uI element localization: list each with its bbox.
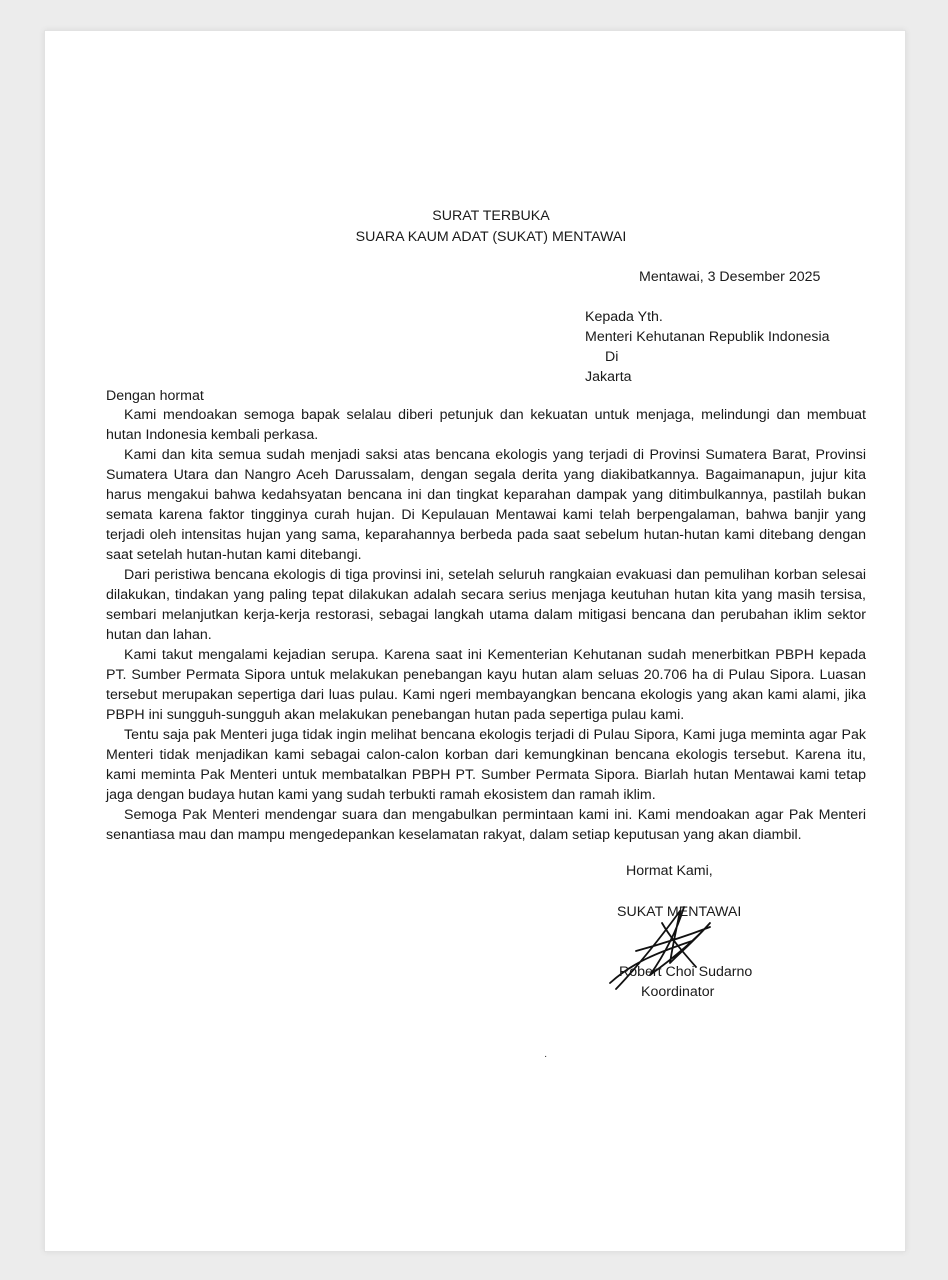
paragraph-5: Tentu saja pak Menteri juga tidak ingin melihat bencana ekologis terjadi di Pulau Sipora, Kami juga meminta agar Pak Menteri tidak menjadikan kami sebagai calon-calon korban dari kemungkinan bencana ekologis tersebut. Karena itu, kami meminta Pak Menteri untuk membatalkan PBPH PT. Sumber Permata Sipora. Biarlah hutan Mentawai kami tetap jaga dengan budaya hutan kami yang sudah terbukti ramah ekosistem dan ramah iklim. [106,727,866,803]
recipient-line-3: Di [605,349,619,365]
paragraph-6: Semoga Pak Menteri mendengar suara dan mengabulkan permintaan kami ini. Kami mendoakan agar Pak Menteri senantiasa mau dan mampu mengedepankan keselamatan rakyat, dalam setiap keputusan yang akan diambil. [106,807,866,843]
paragraph-2: Kami dan kita semua sudah menjadi saksi atas bencana ekologis yang terjadi di Provinsi Sumatera Barat, Provinsi Sumatera Utara dan Nangro Aceh Darussalam, dengan segala derita yang diakibatkannya. Bagaimanapun, jujur kita harus mengakui bahwa kedahsyatan bencana ini dan tingkat keparahan dampak yang ditimbulkannya, pastilah bukan semata karena faktor tingginya curah hujan. Di Kepulauan Mentawai kami telah berpengalaman, bahwa banjir yang terjadi oleh intensitas hujan yang sama, keparahannya berbeda pada saat sebelum hutan-hutan kami ditebang dengan saat setelah hutan-hutan kami ditebangi. [106,447,866,563]
closing: Hormat Kami, [626,863,713,879]
salutation: Dengan hormat [106,388,204,404]
paragraph-1: Kami mendoakan semoga bapak selalau diberi petunjuk dan kekuatan untuk menjaga, melindungi dan membuat hutan Indonesia kembali perkasa. [106,407,866,443]
place-date: Mentawai, 3 Desember 2025 [639,269,821,285]
letter-body [106,405,866,845]
recipient-block [585,307,830,387]
recipient-line-2: Menteri Kehutanan Republik Indonesia [585,329,830,345]
recipient-line-4: Jakarta [585,369,632,385]
signer-name: Robert Choi Sudarno [619,964,753,980]
signer-role: Koordinator [641,984,715,1000]
stray-dot: · [544,1051,548,1062]
letter-page [44,30,906,1252]
recipient-line-1: Kepada Yth. [585,309,663,325]
letter-subtitle: SUARA KAUM ADAT (SUKAT) MENTAWAI [355,229,627,245]
organization-name: SUKAT MENTAWAI [617,904,742,920]
paragraph-4: Kami takut mengalami kejadian serupa. Karena saat ini Kementerian Kehutanan sudah menerbitkan PBPH kepada PT. Sumber Permata Sipora untuk melakukan penebangan kayu hutan alam seluas 20.706 ha di Pulau Sipora. Luasan tersebut merupakan sepertiga dari luas pulau. Kami ngeri membayangkan bencana ekologis yang akan kami alami, jika PBPH ini sungguh-sungguh akan melakukan penebangan hutan pada sepertiga pulau kami. [106,647,866,723]
letter-title: SURAT TERBUKA [432,208,550,224]
paragraph-3: Dari peristiwa bencana ekologis di tiga provinsi ini, setelah seluruh rangkaian evakuasi dan pemulihan korban selesai dilakukan, tindakan yang paling tepat dilakukan adalah secara serius menjaga keutuhan hutan kita yang masih tersisa, sembari melanjutkan kerja-kerja restorasi, sebagai langkah utama dalam mitigasi bencana dan perubahan iklim sektor hutan dan lahan. [106,567,866,643]
